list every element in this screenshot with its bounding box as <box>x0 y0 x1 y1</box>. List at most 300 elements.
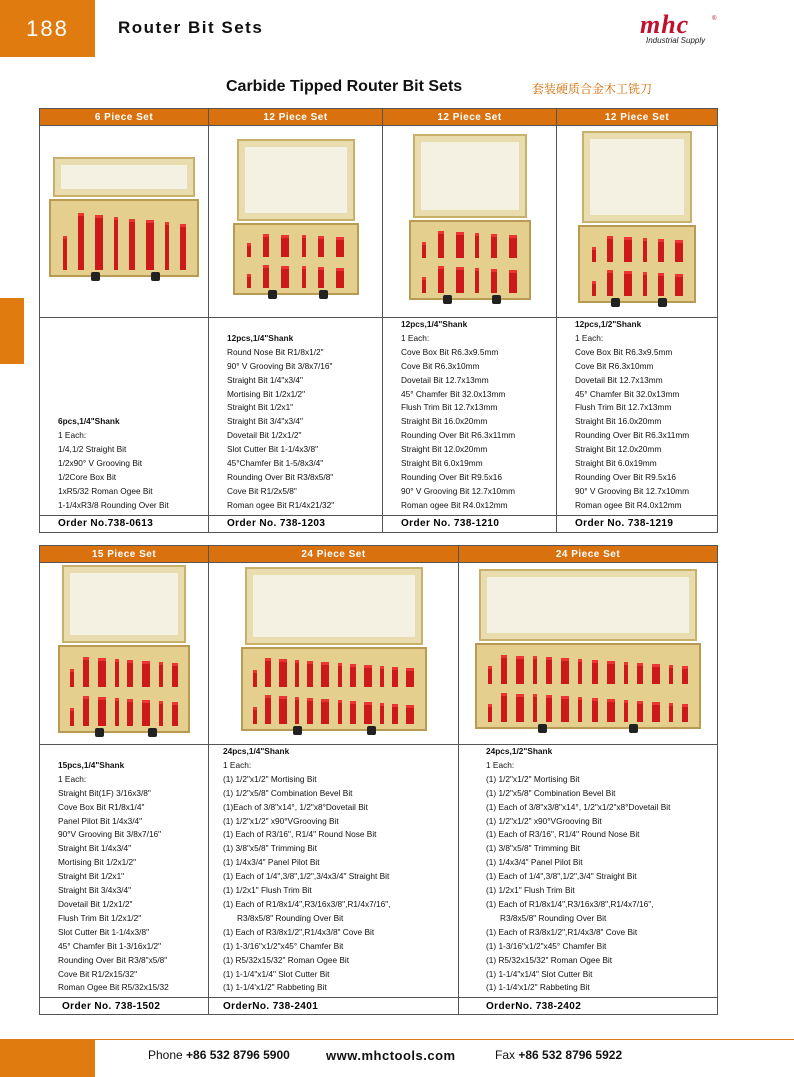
bit-row <box>586 232 688 262</box>
box-latch-icon <box>148 728 157 737</box>
shank-spec: 12pcs,1/4"Shank <box>401 319 468 329</box>
bit-spec-line: Straight Bit 3/4"x3/4" <box>227 416 303 427</box>
fax-number: +86 532 8796 5922 <box>518 1048 623 1062</box>
router-bit-icon <box>643 238 647 262</box>
bit-spec-line: (1) 1-3/16"x1/2"x45° Chamfer Bit <box>486 940 607 951</box>
router-bit-icon <box>263 265 269 288</box>
router-bit-icon <box>321 699 329 724</box>
router-bit-icon <box>422 277 426 293</box>
bit-spec-line: Rounding Over Bit R6.3x11mm <box>401 430 516 441</box>
router-bit-icon <box>114 217 118 270</box>
side-tab <box>0 298 24 364</box>
box-latch-icon <box>538 724 547 733</box>
footer-phone <box>148 1048 290 1062</box>
router-bit-icon <box>281 235 289 257</box>
box-latch-icon <box>611 298 620 307</box>
bit-spec-line: Roman ogee Bit R4.0x12mm <box>401 499 508 510</box>
router-bit-icon <box>475 233 479 258</box>
bit-spec-line: Slot Cutter Bit 1-1/4x3/8" <box>227 444 319 455</box>
router-bit-icon <box>624 700 628 722</box>
bit-spec-line: Flush Trim Bit 1/2x1/2" <box>58 912 142 923</box>
router-bit-box-image <box>58 565 190 737</box>
bottom-sets-table <box>39 545 718 1015</box>
bit-spec-line: 1 Each: <box>575 332 604 343</box>
router-bit-icon <box>669 703 673 722</box>
router-bit-icon <box>561 696 569 722</box>
router-bit-icon <box>247 243 251 257</box>
set-header: 24 Piece Set <box>209 546 459 563</box>
box-latch-icon <box>268 290 277 299</box>
router-bit-icon <box>488 666 492 684</box>
bit-spec-line: Cove Bit R1/2x15/32" <box>58 968 138 979</box>
router-bit-icon <box>422 242 426 258</box>
set-description <box>40 745 209 998</box>
bit-row <box>57 206 191 270</box>
router-bit-icon <box>159 701 163 726</box>
shank-spec: 15pcs,1/4"Shank <box>58 759 125 770</box>
router-bit-icon <box>669 665 673 684</box>
router-bit-icon <box>578 697 582 722</box>
bit-spec-line: Straight Bit 6.0x19mm <box>575 458 657 469</box>
product-photo-cell <box>40 126 209 318</box>
bit-spec-line: (1) 1/2x1" Flush Trim Bit <box>223 885 312 896</box>
bit-spec-line: R3/8x5/8" Rounding Over Bit <box>500 912 607 923</box>
lid-foam <box>245 147 347 213</box>
bit-spec-line: Flush Trim Bit 12.7x13mm <box>401 402 498 413</box>
box-tray <box>233 223 359 295</box>
page-title: Carbide Tipped Router Bit Sets <box>226 78 463 95</box>
bit-spec-line: 90° V Grooving Bit 12.7x10mm <box>401 485 515 496</box>
router-bit-icon <box>675 240 683 262</box>
product-photo-cell <box>209 126 383 318</box>
router-bit-icon <box>98 658 106 687</box>
footer-accent-bar <box>0 1039 95 1077</box>
bit-spec-line: 1 Each: <box>58 773 87 784</box>
router-bit-icon <box>336 268 344 288</box>
router-bit-icon <box>607 699 615 722</box>
box-tray <box>475 643 701 729</box>
bit-spec-line: (1) 1-3/16"x1/2"x45° Chamfer Bit <box>223 940 344 951</box>
box-latch-icon <box>91 272 100 281</box>
bit-spec-line: (1) 1/4x3/4" Panel Pilot Bit <box>486 857 583 868</box>
router-bit-icon <box>592 247 596 262</box>
bit-spec-line: Straight Bit 1/4x3/4" <box>58 843 132 854</box>
bit-row <box>417 262 523 293</box>
order-number: Order No. 738-1203 <box>209 515 383 532</box>
router-bit-icon <box>180 224 186 270</box>
router-bit-icon <box>546 695 552 722</box>
bit-spec-line: Panel Pilot Bit 1/4x3/4" <box>58 815 143 826</box>
router-bit-icon <box>607 661 615 684</box>
set-description <box>209 745 459 998</box>
lid-foam <box>61 165 187 189</box>
router-bit-icon <box>295 697 299 724</box>
router-bit-icon <box>321 662 329 687</box>
bit-spec-line: Cove Bit R1/2x5/8" <box>227 485 297 496</box>
box-latch-icon <box>629 724 638 733</box>
router-bit-icon <box>406 705 414 724</box>
set-header: 12 Piece Set <box>557 109 718 126</box>
router-bit-icon <box>533 694 537 722</box>
bit-spec-line: Straight Bit 12.0x20mm <box>575 444 662 455</box>
shank-spec: 12pcs,1/2"Shank <box>575 319 642 329</box>
lid-foam <box>253 575 415 637</box>
top-sets-table <box>39 108 718 533</box>
box-tray <box>578 225 696 303</box>
set-description <box>383 318 557 516</box>
shank-spec: 24pcs,1/4"Shank <box>223 746 290 756</box>
router-bit-icon <box>302 235 306 257</box>
bit-spec-line: Slot Cutter Bit 1-1/4x3/8" <box>58 926 150 937</box>
router-bit-icon <box>643 272 647 296</box>
lid-foam <box>70 573 178 635</box>
router-bit-icon <box>607 270 613 296</box>
box-tray <box>58 645 190 733</box>
router-bit-icon <box>281 266 289 288</box>
router-bit-icon <box>253 707 257 724</box>
bit-spec-line: Straight Bit(1F) 3/16x3/8" <box>58 787 151 798</box>
router-bit-icon <box>159 662 163 687</box>
router-bit-icon <box>509 270 517 293</box>
logo-subtitle: Industrial Supply <box>646 36 706 45</box>
bit-spec-line: (1) Each of R3/16", R1/4" Round Nose Bit <box>486 829 640 840</box>
box-lid <box>245 567 423 645</box>
order-number: OrderNo. 738-2401 <box>209 998 459 1015</box>
bit-spec-line: (1) Each of R1/8x1/4",R3/16x3/8",R1/4x7/16", <box>223 898 391 909</box>
box-tray <box>241 647 427 731</box>
bit-spec-line: Dovetail Bit 1/2x1/2" <box>58 898 133 909</box>
router-bit-icon <box>78 213 84 270</box>
router-bit-icon <box>127 699 133 726</box>
bit-spec-line: (1) Each of R3/8x1/2",R1/4x3/8" Cove Bit <box>486 926 638 937</box>
router-bit-icon <box>624 271 632 296</box>
set-header: 12 Piece Set <box>383 109 557 126</box>
bit-spec-line: (1) 1-1/4'x1/2" Rabbeting Bit <box>223 982 327 993</box>
set-header: 24 Piece Set <box>459 546 718 563</box>
router-bit-icon <box>63 236 67 270</box>
bit-spec-line: (1) 1-1/4"x1/4" Slot Cutter Bit <box>223 968 330 979</box>
box-latch-icon <box>151 272 160 281</box>
router-bit-icon <box>129 219 135 270</box>
router-bit-icon <box>350 701 356 724</box>
bit-spec-line: R3/8x5/8" Rounding Over Bit <box>237 912 344 923</box>
bit-spec-line: Cove Box Bit R6.3x9.5mm <box>575 346 673 357</box>
bit-spec-line: Rounding Over Bit R9.5x16 <box>401 471 503 482</box>
bit-spec-line: 1 Each: <box>58 430 87 441</box>
bit-row <box>586 266 688 296</box>
bit-spec-line: 90° V Grooving Bit 3/8x7/16" <box>227 360 333 371</box>
bit-spec-line: Straight Bit 6.0x19mm <box>401 458 483 469</box>
bit-spec-line: (1) 1/2x1" Flush Trim Bit <box>486 885 575 896</box>
router-bit-icon <box>592 660 598 684</box>
bit-spec-line: Rounding Over Bit R6.3x11mm <box>575 430 690 441</box>
bit-spec-line: 90°V Grooving Bit 3/8x7/16" <box>58 829 162 840</box>
router-bit-icon <box>279 696 287 724</box>
bit-spec-line: 1 Each: <box>486 759 515 770</box>
bit-row <box>483 688 693 722</box>
set-description <box>209 318 383 516</box>
bit-spec-line: 90° V Grooving Bit 12.7x10mm <box>575 485 689 496</box>
order-number: Order No.738-0613 <box>40 515 209 532</box>
router-bit-icon <box>307 698 313 724</box>
bit-spec-line: (1) 1/4x3/4" Panel Pilot Bit <box>223 857 320 868</box>
bit-row <box>66 652 182 687</box>
router-bit-icon <box>624 237 632 262</box>
set-description <box>459 745 718 998</box>
page-title-chinese: 套装硬质合金木工铣刀 <box>532 82 653 96</box>
router-bit-box-image <box>578 131 696 307</box>
router-bit-icon <box>392 667 398 687</box>
router-bit-icon <box>456 232 464 258</box>
router-bit-icon <box>533 656 537 684</box>
router-bit-icon <box>70 669 74 687</box>
router-bit-icon <box>165 222 169 270</box>
box-latch-icon <box>95 728 104 737</box>
router-bit-icon <box>336 237 344 257</box>
router-bit-icon <box>338 663 342 687</box>
bit-spec-line: 1 Each: <box>223 759 252 770</box>
box-latch-icon <box>658 298 667 307</box>
set-header: 6 Piece Set <box>40 109 209 126</box>
router-bit-icon <box>637 701 643 722</box>
box-latch-icon <box>293 726 302 735</box>
bit-spec-line: Straight Bit 12.0x20mm <box>401 444 488 455</box>
router-bit-box-image <box>475 569 701 733</box>
router-bit-icon <box>592 698 598 722</box>
router-bit-icon <box>516 694 524 722</box>
bit-row <box>241 230 351 257</box>
bit-row <box>66 691 182 726</box>
phone-number: +86 532 8796 5900 <box>186 1048 290 1062</box>
router-bit-icon <box>488 704 492 722</box>
bit-spec-line: (1) 1/2"x5/8" Combination Bevel Bit <box>223 787 353 798</box>
router-bit-icon <box>253 670 257 687</box>
box-lid <box>237 139 355 221</box>
bit-spec-line: (1) Each of 1/4",3/8",1/2",3/4x3/4" Straight Bit <box>223 871 390 882</box>
box-lid <box>53 157 195 197</box>
bit-spec-line: 1-1/4xR3/8 Rounding Over Bit <box>58 499 169 510</box>
router-bit-icon <box>263 234 269 257</box>
box-lid <box>582 131 692 223</box>
router-bit-icon <box>624 662 628 684</box>
order-number: Order No. 738-1210 <box>383 515 557 532</box>
bit-spec-line: (1) Each of 3/8"x3/8"x14°, 1/2"x1/2"x8°Dovetail Bit <box>486 801 671 812</box>
router-bit-icon <box>546 657 552 684</box>
bit-spec-line: Mortising Bit 1/2x1/2" <box>227 388 306 399</box>
router-bit-icon <box>364 665 372 687</box>
router-bit-icon <box>146 220 154 270</box>
router-bit-icon <box>302 266 306 288</box>
bit-spec-line: 45° Chamfer Bit 32.0x13mm <box>401 388 506 399</box>
box-tray <box>49 199 199 277</box>
bit-spec-line: (1) 1/2"x1/2" Mortising Bit <box>486 773 580 784</box>
bit-spec-line: Straight Bit 16.0x20mm <box>401 416 488 427</box>
order-number: OrderNo. 738-2402 <box>459 998 718 1015</box>
router-bit-icon <box>307 661 313 687</box>
bit-spec-line: (1) Each of R1/8x1/4",R3/16x3/8",R1/4x7/16", <box>486 898 654 909</box>
bit-spec-line: 45° Chamfer Bit 1-3/16x1/2" <box>58 940 162 951</box>
bit-spec-line: (1) 1/2"x1/2" x90°VGrooving Bit <box>486 815 602 826</box>
footer-fax <box>495 1048 622 1062</box>
box-lid <box>479 569 697 641</box>
router-bit-icon <box>318 267 324 288</box>
set-header: 12 Piece Set <box>209 109 383 126</box>
bit-spec-line: Straight Bit 3/4x3/4" <box>58 885 132 896</box>
router-bit-icon <box>561 658 569 684</box>
bit-spec-line: Roman Ogee Bit R5/32x15/32 <box>58 982 169 993</box>
bit-row <box>249 691 419 724</box>
bit-spec-line: Flush Trim Bit 12.7x13mm <box>575 402 672 413</box>
router-bit-icon <box>392 704 398 724</box>
box-latch-icon <box>443 295 452 304</box>
lid-foam <box>590 139 684 215</box>
box-lid <box>413 134 527 218</box>
router-bit-icon <box>95 215 103 270</box>
router-bit-icon <box>501 693 507 722</box>
router-bit-icon <box>501 655 507 684</box>
bit-spec-line: 1xR5/32 Roman Ogee Bit <box>58 485 153 496</box>
box-latch-icon <box>367 726 376 735</box>
router-bit-icon <box>127 660 133 687</box>
lid-foam <box>421 142 519 210</box>
bit-spec-line: (1) 3/8"x5/8" Trimming Bit <box>486 843 580 854</box>
box-tray <box>409 220 531 300</box>
router-bit-icon <box>247 274 251 288</box>
set-description <box>557 318 718 516</box>
box-latch-icon <box>319 290 328 299</box>
router-bit-icon <box>456 267 464 293</box>
router-bit-box-image <box>409 134 531 304</box>
bit-spec-line: Dovetail Bit 1/2x1/2" <box>227 430 302 441</box>
bit-spec-line: Straight Bit 16.0x20mm <box>575 416 662 427</box>
product-photo-cell <box>557 126 718 318</box>
footer-website-link[interactable]: www.mhctools.com <box>326 1048 456 1063</box>
product-photo-cell <box>209 563 459 745</box>
router-bit-box-image <box>233 139 359 299</box>
order-number: Order No. 738-1219 <box>557 515 718 532</box>
router-bit-icon <box>295 660 299 687</box>
page-number: 188 <box>0 0 95 57</box>
bit-spec-line: Dovetail Bit 12.7x13mm <box>401 374 489 385</box>
shank-spec: 24pcs,1/2"Shank <box>486 746 553 756</box>
bit-spec-line: 1/4,1/2 Straight Bit <box>58 444 127 455</box>
router-bit-icon <box>578 659 582 684</box>
router-bit-icon <box>350 664 356 687</box>
router-bit-icon <box>142 700 150 726</box>
router-bit-icon <box>475 268 479 293</box>
lid-foam <box>487 577 689 633</box>
product-photo-cell <box>383 126 557 318</box>
router-bit-icon <box>637 663 643 684</box>
bit-spec-line: (1) 1-1/4'x1/2" Rabbeting Bit <box>486 982 590 993</box>
product-photo-cell <box>40 563 209 745</box>
router-bit-icon <box>364 702 372 724</box>
bit-spec-line: 1/2x90° V Grooving Bit <box>58 458 143 469</box>
router-bit-icon <box>172 663 178 687</box>
section-title: Router Bit Sets <box>118 18 264 37</box>
shank-spec: 6pcs,1/4"Shank <box>58 416 120 427</box>
router-bit-icon <box>406 668 414 687</box>
logo-registered-mark: ® <box>712 16 717 22</box>
router-bit-icon <box>658 239 664 262</box>
router-bit-icon <box>265 658 271 687</box>
bit-spec-line: Cove Box Bit R1/8x1/4" <box>58 801 145 812</box>
bit-spec-line: 45° Chamfer Bit 32.0x13mm <box>575 388 680 399</box>
router-bit-box-image <box>241 567 427 735</box>
router-bit-icon <box>115 659 119 687</box>
bit-spec-line: Cove Box Bit R6.3x9.5mm <box>401 346 499 357</box>
router-bit-icon <box>83 696 89 726</box>
router-bit-icon <box>318 236 324 257</box>
set-description <box>40 318 209 516</box>
bit-row <box>483 650 693 684</box>
shank-spec: 12pcs,1/4"Shank <box>227 332 294 343</box>
logo-text: mhc <box>640 10 690 39</box>
router-bit-icon <box>70 708 74 726</box>
router-bit-icon <box>279 659 287 687</box>
bit-spec-line: (1)Each of 3/8"x14°, 1/2"x8°Dovetail Bit <box>223 801 368 812</box>
bit-spec-line: (1) R5/32x15/32" Roman Ogee Bit <box>223 954 350 965</box>
box-lid <box>62 565 186 643</box>
bit-spec-line: Rounding Over Bit R9.5x16 <box>575 471 677 482</box>
bit-spec-line: (1) 1/2"x5/8" Combination Bevel Bit <box>486 787 616 798</box>
bit-spec-line: (1) 1/2"x1/2" Mortising Bit <box>223 773 317 784</box>
bit-row <box>417 227 523 258</box>
bit-spec-line: (1) Each of 1/4",3/8",1/2",3/4" Straight Bit <box>486 871 637 882</box>
bit-spec-line: Straight Bit 1/2x1" <box>227 402 294 413</box>
router-bit-icon <box>682 666 688 684</box>
router-bit-box-image <box>49 157 199 281</box>
box-latch-icon <box>492 295 501 304</box>
bit-row <box>249 654 419 687</box>
bit-spec-line: Straight Bit 1/2x1" <box>58 871 125 882</box>
fax-label: Fax <box>495 1048 516 1062</box>
router-bit-icon <box>652 702 660 722</box>
bit-spec-line: Cove Bit R6.3x10mm <box>575 360 654 371</box>
bit-spec-line: Rounding Over Bit R3/8"x5/8" <box>58 954 168 965</box>
router-bit-icon <box>607 236 613 262</box>
router-bit-icon <box>652 664 660 684</box>
router-bit-icon <box>491 234 497 258</box>
router-bit-icon <box>98 697 106 726</box>
product-photo-cell <box>459 563 718 745</box>
bit-spec-line: Rounding Over Bit R3/8x5/8" <box>227 471 334 482</box>
router-bit-icon <box>83 657 89 687</box>
mhc-logo <box>640 10 730 48</box>
router-bit-icon <box>338 700 342 724</box>
router-bit-icon <box>438 231 444 258</box>
bit-spec-line: (1) 1/2"x1/2" x90°VGrooving Bit <box>223 815 339 826</box>
router-bit-icon <box>115 698 119 726</box>
bit-spec-line: Mortising Bit 1/2x1/2" <box>58 857 137 868</box>
bit-spec-line: 45°Chamfer Bit 1-5/8x3/4" <box>227 458 324 469</box>
router-bit-icon <box>658 273 664 296</box>
bit-spec-line: Straight Bit 1/4"x3/4" <box>227 374 303 385</box>
bit-spec-line: (1) 3/8"x5/8" Trimming Bit <box>223 843 317 854</box>
router-bit-icon <box>491 269 497 293</box>
router-bit-icon <box>142 661 150 687</box>
bit-spec-line: Round Nose Bit R1/8x1/2" <box>227 346 324 357</box>
bit-spec-line: 1/2Core Box Bit <box>58 471 117 482</box>
phone-label: Phone <box>148 1048 183 1062</box>
router-bit-icon <box>675 274 683 296</box>
bit-row <box>241 261 351 288</box>
footer-divider <box>95 1039 794 1040</box>
bit-spec-line: (1) Each of R3/8x1/2",R1/4x3/8" Cove Bit <box>223 926 375 937</box>
router-bit-icon <box>172 702 178 726</box>
bit-spec-line: (1) R5/32x15/32" Roman Ogee Bit <box>486 954 613 965</box>
router-bit-icon <box>509 235 517 258</box>
